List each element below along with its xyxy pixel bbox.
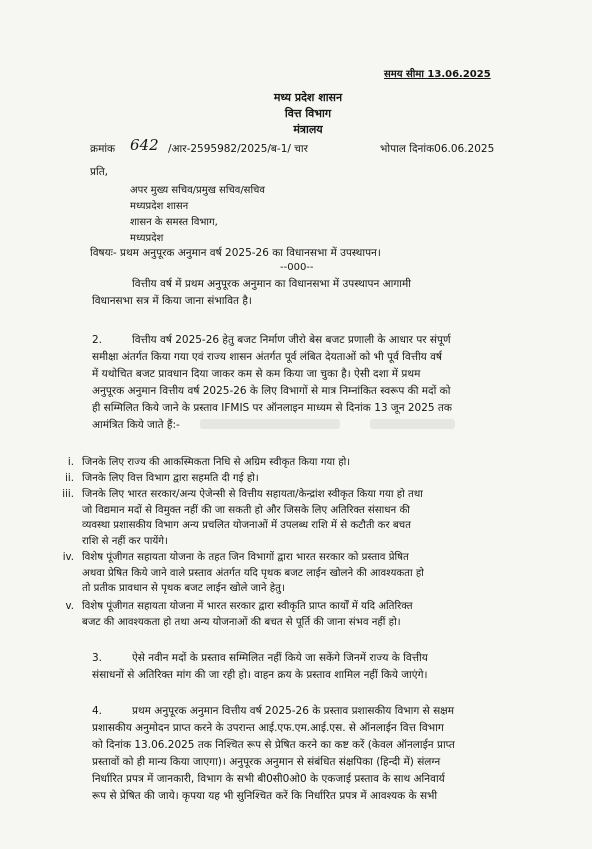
paragraph-line: प्रस्तावों को ही मान्य किया जाएगा)। अनुपूरक अनुमान से संबंधित संक्षपिका (हिन्दी में) संलग्न — [92, 756, 441, 768]
addressee-line: शासन के समस्त विभाग, — [130, 217, 218, 228]
list-item-text — [82, 599, 550, 630]
separator: --000-- — [280, 262, 314, 273]
paragraph-line: को दिनांक 13.06.2025 तक निश्चित रूप से प्रेषित करने का कष्ट करें (केवल ऑनलाईन प्राप्त — [92, 739, 455, 751]
header-department: वित्त विभाग — [284, 107, 332, 120]
paragraph-line: में यथोचित बजट प्रावधान दिया जाकर कम से कम किया जा चुका है। ऐसी दशा में प्रथम — [92, 368, 421, 380]
list-item — [56, 487, 556, 550]
paragraph-1 — [92, 276, 502, 310]
list-item-number: v. — [65, 601, 74, 612]
reference-number: 642 — [130, 136, 159, 154]
list-item — [56, 599, 556, 631]
paragraph-line: निर्धारित प्रपत्र में जानकारी, विभाग के सभी बी0सी0ओ0 के एकजाई प्रस्ताव के साथ अनिवार्य — [92, 773, 445, 785]
paragraph-2-number: 2. — [92, 334, 103, 346]
paragraph-3-number: 3. — [92, 652, 103, 664]
header-government: मध्य प्रदेश शासन — [273, 91, 343, 104]
list-item-line: व्यवस्था प्रशासकीय विभाग अन्य प्रचलित योजनाओं में उपलब्ध राशि में से कटौती कर बचत — [82, 520, 411, 531]
list-item-line: राशि से नहीं कर पायेंगे। — [82, 535, 168, 547]
list-item-number: ii. — [65, 473, 74, 484]
addressee-line: अपर मुख्य सचिव/प्रमुख सचिव/सचिव — [130, 185, 265, 196]
addressee-line: मध्यप्रदेश शासन — [130, 201, 189, 212]
list-item-number: i. — [67, 457, 74, 468]
list-item-line: जिनके लिए भारत सरकार/अन्य ऐजेन्सी से वित्तीय सहायता/केन्द्रांश स्वीकृत किया गया हो तथा — [82, 489, 423, 500]
paragraph-4-number: 4. — [92, 705, 103, 717]
subject-line: विषयः- प्रथम अनुपूरक अनुमान वर्ष 2025-26 का विधानसभा में उपस्थापन। — [90, 247, 381, 259]
list-item-number: iv. — [62, 552, 74, 563]
list-item-text: जिनके लिए राज्य की आकस्मिकता निधि से अग्रिम स्वीकृत किया गया हो। — [82, 457, 351, 468]
paragraph-line: वित्तीय वर्ष 2025-26 हेतु बजट निर्माण जीरो बेस बजट प्रणाली के आधार पर संपूर्ण — [132, 334, 451, 346]
list-item-text — [82, 487, 550, 549]
paragraph-3 — [92, 650, 502, 684]
list-item — [56, 471, 556, 487]
paragraph-4 — [92, 703, 502, 805]
list-item-line: बजट की आवश्यकता हो तथा अन्य योजनाओं की बचत से पूर्ति की जाना संभव नहीं हो। — [82, 616, 401, 628]
addressee-prati: प्रति, — [90, 166, 109, 178]
criteria-list — [56, 455, 556, 631]
list-item-line: विशेष पूंजीगत सहायता योजना में भारत सरकार द्वारा स्वीकृति प्राप्त कार्यों में यदि अतिरिक्त — [82, 601, 413, 612]
deadline-note: समय सीमा 13.06.2025 — [384, 69, 491, 80]
reference-code: /आर-2595982/2025/ब-1/ चार — [168, 143, 308, 155]
paragraph-line: रूप से प्रेषित की जाये। कृपया यह भी सुनिश्चित करें कि निर्धारित प्रपत्र में आवश्यक के सभी — [92, 790, 438, 802]
list-item-line: विशेष पूंजीगत सहायता योजना के तहत जिन विभागों द्वारा भारत सरकार को प्रस्ताव प्रेषित — [82, 552, 409, 563]
paragraph-line: विधानसभा सत्र में किया जाना संभावित है। — [92, 295, 252, 307]
list-item-text — [82, 550, 550, 597]
reference-label: क्रमांक — [90, 143, 116, 155]
paragraph-line: अनुपूरक अनुमान वित्तीय वर्ष 2025-26 के लिए विभागों से मात्र निम्नांकित स्वरूप की मदों को — [92, 385, 451, 397]
list-item-line: जो विद्यमान मदों से विमुक्त नहीं की जा सकती हो और जिसके लिए अतिरिक्त संसाधन की — [82, 504, 410, 516]
paragraph-line: समीक्षा अंतर्गत किया गया एवं राज्य शासन अंतर्गत पूर्व लंबित देयताओं को भी पूर्व वित्तीय वर्ष — [92, 351, 443, 363]
addressee-line: मध्यप्रदेश — [130, 233, 164, 244]
list-item-line: अथवा प्रेषित किये जाने वाले प्रस्ताव अंतर्गत यदि पृथक बजट लाईन खोलने की आवश्यकता हो — [82, 567, 424, 579]
paragraph-line: प्रशासकीय अनुमोदन प्राप्त करने के उपरान्त आई.एफ.एम.आई.एस. से ऑनलाईन वित्त विभाग — [92, 722, 444, 734]
list-item — [56, 550, 556, 599]
paragraph-line: ऐसे नवीन मदों के प्रस्ताव सम्मिलित नहीं किये जा सकेंगे जिनमें राज्य के वित्तीय — [132, 652, 428, 664]
paragraph-line: आमंत्रित किये जाते हैं:- — [92, 419, 180, 431]
paragraph-line: वित्तीय वर्ष में प्रथम अनुपूरक अनुमान का विधानसभा में उपस्थापन आगामी — [132, 278, 411, 290]
paragraph-line: प्रथम अनुपूरक अनुमान वित्तीय वर्ष 2025-26 के प्रस्ताव प्रशासकीय विभाग से सक्षम — [132, 705, 454, 717]
list-item-line: तो प्रतीक प्रावधान से पृथक बजट लाईन खोले जाने हेतु। — [82, 583, 285, 594]
scan-smudge — [370, 419, 455, 429]
place-date: भोपाल दिनांक06.06.2025 — [380, 143, 495, 155]
list-item — [56, 455, 556, 471]
list-item-text: जिनके लिए वित्त विभाग द्वारा सहमति दी गई हो। — [82, 473, 259, 484]
scan-smudge — [200, 419, 340, 429]
paragraph-line: संसाधनों से अतिरिक्त मांग की जा रही हो। वाहन क्रय के प्रस्ताव शामिल नहीं किये जाएंगे। — [92, 669, 428, 681]
list-item-number: iii. — [62, 489, 74, 500]
paragraph-line: ही सम्मिलित किये जाने के प्रस्ताव IFMIS पर ऑनलाइन माध्यम से दिनांक 13 जून 2025 तक — [92, 402, 452, 414]
header-ministry: मंत्रालय — [293, 123, 323, 136]
